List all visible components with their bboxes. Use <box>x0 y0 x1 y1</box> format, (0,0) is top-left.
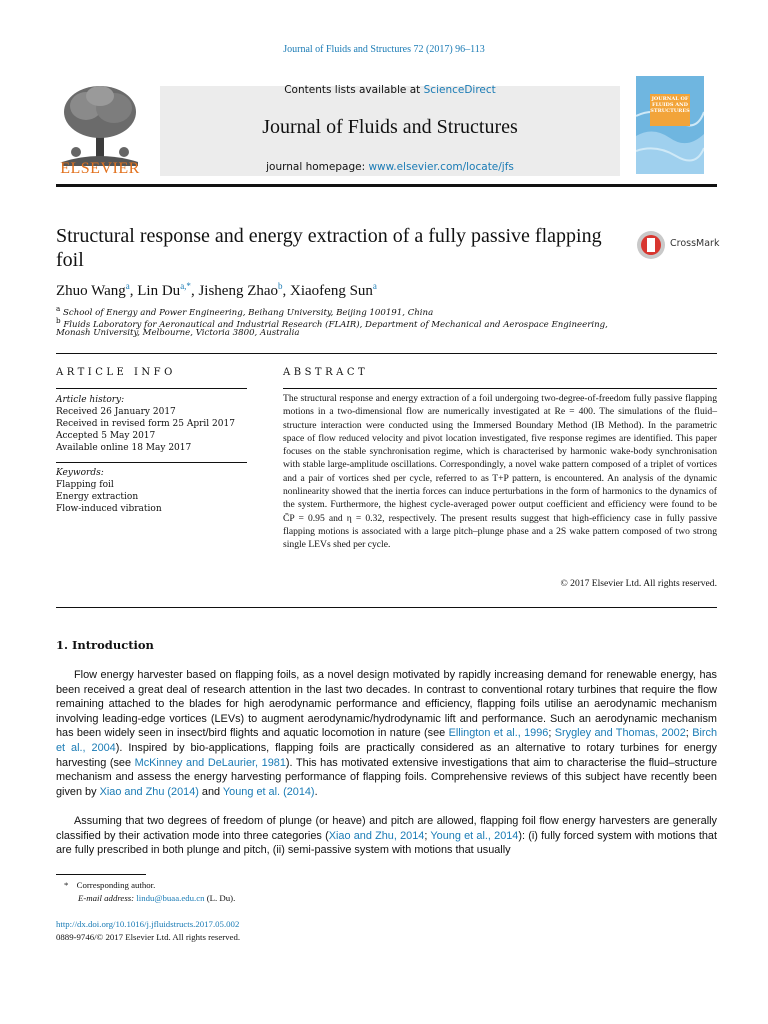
doi-link[interactable]: http://dx.doi.org/10.1016/j.jfluidstructs.2017.05.002 <box>56 919 240 929</box>
crossmark-icon <box>636 230 666 260</box>
footnote-rule <box>56 874 146 875</box>
abstract-rule <box>283 388 717 389</box>
reference-link[interactable]: Ellington et al., 1996 <box>448 727 549 740</box>
corresponding-mark: * <box>64 880 69 890</box>
email-label: E-mail address: <box>78 893 137 903</box>
affiliation-text: Fluids Laboratory for Aeronautical and Industrial Research (FLAIR), Department of Mechanical and Aerospace Engineering, <box>63 319 608 330</box>
author-name: Jisheng Zhao <box>198 283 279 299</box>
author-separator: , <box>129 283 138 299</box>
crossmark-label: CrossMark <box>670 238 720 249</box>
email-link[interactable]: lindu@buaa.edu.cn <box>136 893 205 903</box>
email-suffix: (L. Du). <box>204 893 236 903</box>
corresponding-text: Corresponding author. <box>76 880 156 890</box>
paragraph-text: Assuming that two degrees of freedom of plunge (or heave) and pitch are allowed, flapping foil flow energy harvesters are generally classified by their activation mode into three categories ( <box>56 815 717 842</box>
ref-separator: ; <box>548 727 555 740</box>
paragraph-text: ). Inspired by bio-applications, flapping foils are practically considered as an alternative to rotary turbines for energy harvesting (see <box>56 741 717 769</box>
journal-title: Journal of Fluids and Structures <box>262 116 518 138</box>
author-separator: , <box>190 283 199 299</box>
author-name: Xiaofeng Sun <box>290 283 373 299</box>
contents-prefix: Contents lists available at <box>284 84 424 96</box>
crossmark-badge[interactable] <box>636 230 746 260</box>
email-footnote <box>78 893 235 903</box>
elsevier-wordmark: ELSEVIER <box>60 160 140 177</box>
paragraph-text: . <box>314 785 318 798</box>
abstract-copyright: © 2017 Elsevier Ltd. All rights reserved. <box>560 578 717 589</box>
reference-link[interactable]: McKinney and DeLaurier, 1981 <box>134 756 286 769</box>
article-title: Structural response and energy extraction of a fully passive flapping foil <box>56 225 602 271</box>
section-heading-introduction: 1. Introduction <box>56 638 154 652</box>
article-info-heading: ARTICLE INFO <box>56 367 176 378</box>
abstract-heading: ABSTRACT <box>283 367 369 378</box>
keyword-item: Flow-induced vibration <box>56 504 162 514</box>
homepage-link[interactable]: www.elsevier.com/locate/jfs <box>368 161 514 173</box>
cover-title: JOURNAL OF FLUIDS AND STRUCTURES <box>650 96 690 114</box>
ref-separator: ; <box>424 829 431 842</box>
history-online: Available online 18 May 2017 <box>56 443 192 453</box>
keywords-label: Keywords: <box>56 468 104 478</box>
history-accepted: Accepted 5 May 2017 <box>56 431 156 441</box>
author-name: Lin Du <box>137 283 181 299</box>
affiliation-sup: a <box>56 304 61 313</box>
keyword-item: Flapping foil <box>56 480 114 490</box>
homepage-prefix: journal homepage: <box>266 161 369 173</box>
history-revised: Received in revised form 25 April 2017 <box>56 419 235 429</box>
contents-line <box>160 84 620 96</box>
paragraph-text: Flow energy harvester based on flapping foils, as a novel design motivated by rapidly increasing demand for renewable energy, has been received a great deal of research attention in the last two decades. In contrast to conventional rotary turbines that require the flow remaining attached to the blades for high aerodynamic performance and efficiency, flapping foils utilise an aerodynamic mechanism involving leading-edge vortices (LEVs) to augment aerodynamic/hydrodynamic lift and performance. Such an aerodynamic mechanism has been widely seen in insect/bird flights and aquatic locomotion in nature (see <box>56 669 717 740</box>
reference-link[interactable]: Srygley and Thomas, 2002 <box>554 727 686 740</box>
author-affil-sup[interactable]: a,* <box>180 281 191 291</box>
affiliation-sup: b <box>56 316 61 325</box>
journal-citation[interactable]: Journal of Fluids and Structures 72 (2017) 96–113 <box>283 44 485 55</box>
article-info-rule <box>56 388 247 389</box>
issn-line: 0889-9746/© 2017 Elsevier Ltd. All rights reserved. <box>56 932 241 942</box>
paragraph-text: ). This has motivated extensive investigations that aim to characterise the fluid–structure mechanism and assess the energy harvesting performance of flapping foils. Comprehensive reviews of this subject have recently been given by <box>56 756 717 798</box>
author-separator: , <box>282 283 291 299</box>
affiliation-b-cont <box>56 328 299 338</box>
reference-link[interactable]: Young et al., 2014 <box>430 829 519 842</box>
sciencedirect-link[interactable]: ScienceDirect <box>423 84 496 96</box>
abstract-text: The structural response and energy extraction of a foil undergoing two-degree-of-freedom fully passive flapping motions in a two-dimensional flow are numerically investigated at Re = 400. The simulations of the fluid–structure interaction were conducted using the Immersed Boundary Method (IB Method). In the parametric space of flow reduced velocity and pivot location investigated, five response regimes are identified. This paper focuses on the stable synchronisation regime, which is characterised by harmonic wake-body synchronisation with stable large-amplitude oscillations. Correspondingly, a novel wake pattern composed of a triplet of vortices and a pair of vortices shed per cycle, referred to as T+P pattern, is encountered. An analysis of the dynamic nonlinearity showed that the inertia forces can induce perturbations in the form of harmonics to the dynamics of the system. Furthermore, the highest cycle-averaged power output coefficient and efficiency were found to be C̄P = 0.95 and η = 0.32, respectively. The present results suggest that high-efficiency case in fully passive flapping motions is associated with a large pitch–plunge phase and a 2S wake pattern composed of two strong single LEVs shed per cycle. <box>283 393 717 551</box>
ref-separator: ; <box>685 727 693 740</box>
journal-cover <box>636 76 704 174</box>
author-name: Zhuo Wang <box>56 283 126 299</box>
author-affil-sup[interactable]: a <box>125 281 130 291</box>
reference-link[interactable]: Young et al. (2014) <box>222 785 315 798</box>
homepage-line <box>160 161 620 173</box>
affiliation-text: Monash University, Melbourne, Victoria 3800, Australia <box>56 328 300 338</box>
section-rule <box>56 353 717 354</box>
intro-paragraph-2 <box>56 814 717 858</box>
intro-paragraph-1 <box>56 668 717 799</box>
author-affil-sup[interactable]: b <box>278 281 283 291</box>
history-label: Article history: <box>56 395 125 405</box>
affiliation-text: School of Energy and Power Engineering, Beihang University, Beijing 100191, China <box>63 307 434 318</box>
author-affil-sup[interactable]: a <box>372 281 377 291</box>
paragraph-text: and <box>198 785 223 798</box>
author-list <box>56 281 377 300</box>
reference-link[interactable]: Xiao and Zhu, 2014 <box>328 829 425 842</box>
paragraph-text: ): (i) fully forced system with motions that are fully prescribed in both plunge and pitch, (ii) semi-passive system with motions that usually <box>56 829 717 857</box>
elsevier-logo <box>56 82 144 182</box>
article-info-rule <box>56 462 247 463</box>
section-rule <box>56 607 717 608</box>
corresponding-footnote <box>64 880 155 890</box>
reference-link[interactable]: Birch et al., 2004 <box>56 727 717 754</box>
history-received: Received 26 January 2017 <box>56 407 176 417</box>
keyword-item: Energy extraction <box>56 492 139 502</box>
reference-link[interactable]: Xiao and Zhu (2014) <box>99 785 199 798</box>
masthead-rule <box>56 184 717 187</box>
